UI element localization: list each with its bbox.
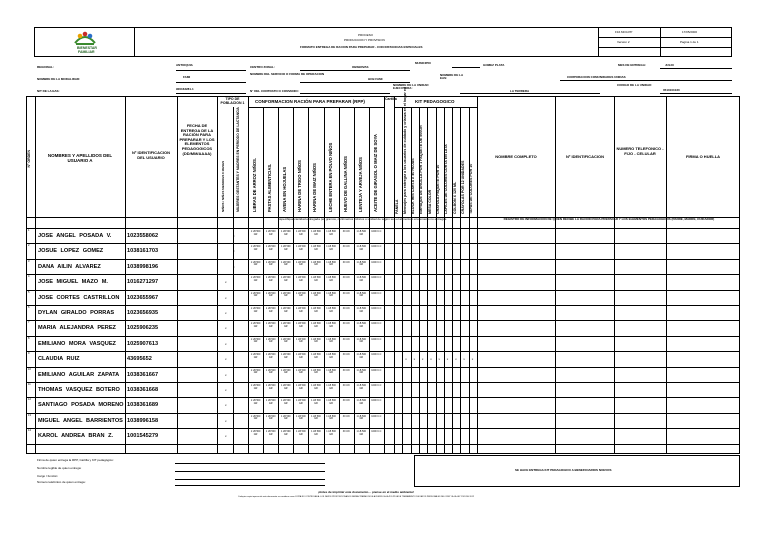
row-food-cell: 1 LB 500 GR bbox=[296, 399, 306, 405]
row-name: KAROL ANDREA BRAN Z. bbox=[38, 433, 114, 440]
row-number: 3 bbox=[28, 259, 30, 263]
row-food-cell: 1 LB 500 GR bbox=[356, 230, 367, 236]
row-number: 13 bbox=[28, 413, 31, 417]
mes-value: JULIO bbox=[665, 63, 674, 67]
col-nombres: NOMBRES Y APELLIDOS DEL USUARIO A bbox=[47, 153, 113, 163]
row-food-cell: 1 LB 500 GR bbox=[296, 353, 306, 359]
row-food-cell: 1 LB 500 GR bbox=[311, 307, 321, 313]
row-number: 2 bbox=[28, 244, 30, 248]
row-food-cell: 1 LB 500 GR bbox=[311, 245, 321, 251]
col-n-identificacion: Nº IDENTIFICACION bbox=[566, 154, 604, 159]
row-food-cell: 1 LB 500 GR bbox=[356, 337, 367, 344]
footer-center-sub: Cualquier copia impresa de este documento se considera como COPIA NO CONTROLADA. LOS DATOS PROPORCIONADOS SERÁN TRATADOS DE ACUERDO A LA POLÍTICA DE TRATAMIENTO DE DATOS PERSONALES DEL ICBF Y A LA LEY 1581 DE 2012 bbox=[238, 496, 474, 498]
col-kit-6: LAPICES DE COLORES CORTA EN LATA bbox=[444, 144, 449, 214]
row-food-cell: 1 LB 500 GR bbox=[356, 399, 367, 405]
row-population-mark: x bbox=[225, 418, 227, 423]
row-food-cell: 30 UN bbox=[342, 430, 350, 434]
row-number: 1 bbox=[28, 229, 30, 232]
version-label: Version 2 bbox=[617, 40, 630, 44]
table-row bbox=[0, 397, 768, 412]
nit-label: NIT DE LA EAS: bbox=[37, 89, 60, 93]
table-row bbox=[0, 305, 768, 320]
municipio-label: MUNICIPIO bbox=[415, 61, 431, 65]
row-food-cell: 1 LB 500 GR bbox=[250, 307, 261, 313]
row-food-cell: 1000 C.C bbox=[371, 230, 382, 233]
table-row bbox=[0, 336, 768, 351]
row-number: 10 bbox=[28, 367, 31, 371]
row-food-cell: 1 LB 500 GR bbox=[311, 384, 321, 390]
row-food-cell: 1 LB 500 GR bbox=[311, 399, 321, 405]
row-food-cell: 1000 C.C bbox=[371, 368, 382, 372]
row-food-cell: 1 LB 500 GR bbox=[356, 368, 367, 375]
row-food-cell: 30 UN bbox=[342, 322, 350, 326]
row-food-cell: 1000 C.C bbox=[371, 353, 382, 357]
row-food-cell: 1 LB 500 GR bbox=[311, 276, 321, 282]
row-food-cell: 1 LB 500 GR bbox=[250, 245, 261, 251]
row-food-cell: 1 LB 500 GR bbox=[326, 307, 336, 313]
row-name: DYLAN GIRALDO PORRAS bbox=[38, 310, 115, 316]
row-food-cell: 1 LB 500 GR bbox=[265, 307, 276, 313]
row-food-cell: 1 LB 500 GR bbox=[326, 337, 336, 344]
col-food-1: PASTAS ALIMENTICIAS. bbox=[267, 163, 273, 212]
row-food-cell: 1 LB 500 GR bbox=[326, 260, 336, 267]
code-label: F16.MO4.PP bbox=[615, 30, 633, 34]
unidad-value: LA TERRERA bbox=[510, 89, 530, 93]
codigo-label: CODIGO DE LA UNIDAD bbox=[617, 83, 652, 87]
row-food-cell: 1 LB 500 GR bbox=[280, 399, 291, 405]
col-nombre-completo: NOMBRE COMPLETO bbox=[495, 154, 537, 159]
row-name: MARIA ALEJANDRA PEREZ bbox=[38, 325, 116, 332]
row-food-cell: 1 LB 500 GR bbox=[280, 384, 291, 390]
row-food-cell: 1 LB 500 GR bbox=[265, 430, 276, 436]
row-food-cell: 1 LB 500 GR bbox=[265, 399, 276, 405]
row-name: DANA AILIN ALVAREZ bbox=[38, 263, 101, 270]
row-food-cell: 1 LB 500 GR bbox=[326, 368, 336, 375]
row-food-cell: 1 LB 500 GR bbox=[250, 414, 261, 421]
row-population-mark: x bbox=[225, 372, 227, 377]
row-id: 1023558062 bbox=[127, 233, 159, 239]
col-food-5: LECHE ENTERA EN POLVO NIÑOS bbox=[327, 142, 333, 212]
row-food-cell: 1 LB 500 GR bbox=[265, 337, 276, 344]
col-kit-9: TAPAS DE COLORES POR 10 bbox=[469, 163, 474, 214]
row-id: 1016271297 bbox=[127, 279, 159, 286]
col-kit-2: BLOCK IRIS CARTA X 40 HOJAS bbox=[411, 158, 416, 214]
eas-name-label: NOMBRE DE LA EAS: bbox=[440, 73, 464, 81]
row-food-cell: 1 LB 500 GR bbox=[280, 430, 291, 436]
row-food-cell: 1 LB 500 GR bbox=[250, 291, 261, 298]
format-title: FORMATO ENTREGA DE RACION PARA PREPARAR - CON INSTANCIAS ESPECIALES bbox=[300, 45, 423, 49]
col-food-8: ACEITE DE GIRASOL O MAIZ DE SOYA bbox=[372, 134, 378, 212]
row-food-cell: 1 LB 500 GR bbox=[250, 384, 261, 390]
row-food-cell: 1 LB 500 GR bbox=[250, 337, 261, 344]
row-id: 1038361667 bbox=[127, 371, 159, 378]
row-number: 14 bbox=[28, 429, 31, 433]
row-food-cell: 30 UN bbox=[342, 384, 350, 387]
row-food-cell: 1 LB 500 GR bbox=[280, 353, 291, 359]
col-kit-1: Mensajes para entregar a los usuarios de cuidado y crianza en el hogar en bbox=[402, 86, 407, 214]
row-id: 1038361668 bbox=[127, 387, 159, 393]
col-kit-3: EMPAQUE DE ARCILLA POR 1 PAQUETE DE 500GR bbox=[419, 125, 424, 214]
row-food-cell: 1 LB 500 GR bbox=[280, 276, 291, 282]
footer-line-1: Firma de quien entrega la RPP, Cartilla y KIT pedagógico: bbox=[37, 458, 114, 462]
row-food-cell: 1 LB 500 GR bbox=[250, 368, 261, 375]
row-food-cell: 1000 C.C bbox=[371, 291, 382, 295]
row-food-cell: 1 LB 500 GR bbox=[265, 276, 276, 282]
municipio-value: GOMEZ PLATA bbox=[483, 63, 505, 67]
row-food-cell: 1000 C.C bbox=[371, 399, 382, 403]
col-kit: KIT PEDAGOGICO bbox=[415, 99, 455, 104]
col-kit-4: MESA COLOR bbox=[427, 189, 432, 214]
row-food-cell: 1 LB 500 GR bbox=[326, 399, 336, 405]
table-row bbox=[0, 428, 768, 443]
row-food-cell: 1 LB 500 GR bbox=[265, 260, 276, 267]
row-population-mark: x bbox=[233, 249, 235, 254]
unidad-label: NOMBRE DE LA UNIDAD EJECUTORA: bbox=[393, 83, 429, 91]
row-food-cell: 1 LB 500 GR bbox=[311, 368, 321, 375]
row-id: 1038361689 bbox=[127, 402, 159, 409]
row-id: 1038161703 bbox=[127, 248, 159, 255]
row-number: 6 bbox=[28, 306, 30, 309]
row-name: EMILIANO MORA VASQUEZ bbox=[38, 340, 116, 347]
row-id: 1038998196 bbox=[127, 263, 159, 270]
row-food-cell: 1 LB 500 GR bbox=[356, 430, 367, 436]
row-name: JOSUE LOPEZ GOMEZ bbox=[38, 248, 104, 255]
footer-right-note: SE HACE ENTREGA KIT PEDAGOGICO A BENEFICIARIOS NUEVOS bbox=[515, 468, 612, 472]
row-food-cell: 1 LB 500 GR bbox=[356, 322, 367, 328]
row-population-mark: x bbox=[225, 280, 227, 285]
servicio-label: NOMBRE DEL SERVICIO O FORMA DE OPERACION bbox=[250, 72, 325, 76]
row-id: 1023655967 bbox=[127, 294, 159, 301]
row-food-cell: 1000 C.C bbox=[371, 260, 382, 264]
row-food-cell: 1 LB 500 GR bbox=[296, 322, 306, 328]
row-food-cell: 1 LB 500 GR bbox=[265, 368, 276, 375]
row-food-cell: 1 LB 500 GR bbox=[296, 276, 306, 282]
nit-value: 900163281-1 bbox=[176, 87, 194, 91]
row-food-cell: 1 LB 500 GR bbox=[265, 353, 276, 359]
row-food-cell: 1 LB 500 GR bbox=[250, 430, 261, 436]
table-row bbox=[0, 320, 768, 335]
col-firma: FIRMA O HUELLA bbox=[685, 154, 721, 159]
row-food-cell: 1 LB 500 GR bbox=[311, 260, 321, 267]
row-food-cell: 1 LB 500 GR bbox=[250, 260, 261, 267]
table-row bbox=[0, 228, 768, 243]
row-food-cell: 1 LB 500 GR bbox=[356, 353, 367, 359]
row-id: 1001545279 bbox=[127, 433, 159, 440]
row-population-mark: x bbox=[225, 295, 227, 300]
modalidad-label: NOMBRE DE LA MODALIDAD: bbox=[37, 77, 81, 81]
codigo-value: 0510101030 bbox=[663, 88, 680, 92]
row-id: 1025906235 bbox=[127, 325, 159, 332]
row-food-cell: 30 UN bbox=[342, 337, 350, 341]
row-food-cell: 1 LB 500 GR bbox=[280, 322, 291, 328]
row-kit-mark: x bbox=[405, 357, 407, 362]
row-food-cell: 1 LB 500 GR bbox=[280, 337, 291, 344]
row-food-cell: 1 LB 500 GR bbox=[326, 276, 336, 282]
row-food-cell: 1 LB 500 GR bbox=[356, 245, 367, 251]
row-food-cell: 1 LB 500 GR bbox=[311, 353, 321, 359]
centro-value: OBSERVAS bbox=[352, 65, 369, 69]
table-row bbox=[0, 274, 768, 289]
row-kit-mark: x bbox=[421, 357, 424, 362]
row-name: JOSE CORTES CASTRILLON bbox=[38, 294, 120, 301]
row-food-cell: 1 LB 500 GR bbox=[311, 291, 321, 298]
row-food-cell: 1 LB 500 GR bbox=[326, 230, 336, 236]
row-food-cell: 1 LB 500 GR bbox=[296, 260, 306, 267]
row-food-cell: 1000 C.C bbox=[371, 307, 382, 310]
col-cartilla: Cartilla bbox=[385, 97, 397, 101]
servicio-value: HCB FAMI bbox=[368, 77, 383, 81]
row-kit-mark: x bbox=[446, 357, 449, 362]
row-population-mark: x bbox=[225, 311, 227, 315]
centro-label: CENTRO ZONAL: bbox=[250, 65, 275, 69]
col-food-7: LENTEJA Y ARVEJA NIÑOS bbox=[357, 157, 363, 212]
row-food-cell: 1000 C.C bbox=[371, 430, 382, 434]
date-code: 17/05/2000 bbox=[682, 30, 698, 34]
row-number: 4 bbox=[28, 275, 30, 279]
row-food-cell: 1 LB 500 GR bbox=[250, 322, 261, 328]
row-food-cell: 1 LB 500 GR bbox=[311, 337, 321, 344]
mes-label: MES DE ENTREGA: bbox=[618, 63, 647, 67]
row-population-mark: x bbox=[225, 388, 227, 392]
col-kit-8: CRAYOLAS POR 12 UNIDADES bbox=[460, 160, 465, 214]
row-food-cell: 1 LB 500 GR bbox=[296, 307, 306, 313]
table-row bbox=[0, 382, 768, 397]
row-food-cell: 1 LB 500 GR bbox=[280, 291, 291, 298]
row-food-cell: 1 LB 500 GR bbox=[326, 353, 336, 359]
logo-text-2: FAMILIAR bbox=[78, 50, 95, 54]
row-food-cell: 1 LB 500 GR bbox=[250, 353, 261, 359]
logo-text-1: BIENESTAR bbox=[77, 46, 97, 50]
modalidad-value: FAMI bbox=[183, 75, 191, 79]
note-right: REGISTRO DE INFORMACION DE QUIEN RECIBE LA RACION PARA PREPARAR Y LOS ELEMENTOS PEDAGOGICOS (PADRE, MADRE, CUIDADOR) bbox=[503, 217, 715, 221]
row-food-cell: 1 LB 500 GR bbox=[265, 245, 276, 251]
row-number: 7 bbox=[28, 321, 30, 325]
row-id: 1023656935 bbox=[127, 310, 159, 316]
note-left: Especifique cantidad entregada (en gramos, centímetros cúbicos o unidad de según sea el alimento o el elemento no entregas. bbox=[277, 217, 448, 221]
row-food-cell: 1 LB 500 GR bbox=[326, 430, 336, 436]
row-food-cell: 1 LB 500 GR bbox=[280, 260, 291, 267]
row-number: 11 bbox=[28, 383, 31, 386]
contrato-label: N° DEL CONTRATO O CONVENIO: bbox=[250, 89, 299, 93]
col-identificacion: Nº IDENTIFICACION DEL USUARIO bbox=[132, 150, 170, 160]
row-food-cell: 1 LB 500 GR bbox=[265, 414, 276, 421]
row-food-cell: 1 LB 500 GR bbox=[265, 322, 276, 328]
row-kit-mark: x bbox=[438, 357, 440, 362]
row-food-cell: 1000 C.C bbox=[371, 322, 382, 326]
row-name: JOSE MIGUEL MAZO M. bbox=[38, 279, 108, 286]
col-kit-7: COLBON X 120 ML bbox=[452, 181, 457, 214]
row-food-cell: 1 LB 500 GR bbox=[311, 414, 321, 421]
table-row bbox=[0, 259, 768, 274]
row-food-cell: 1 LB 500 GR bbox=[280, 230, 291, 236]
row-food-cell: 1 LB 500 GR bbox=[280, 307, 291, 313]
regional-value: ANTIOQUIA bbox=[176, 63, 193, 67]
row-food-cell: 1 LB 500 GR bbox=[326, 322, 336, 328]
row-name: SANTIAGO POSADA MORENO bbox=[38, 402, 124, 409]
row-food-cell: 30 UN bbox=[342, 414, 350, 418]
row-food-cell: 1 LB 500 GR bbox=[356, 307, 367, 313]
row-population-mark: x bbox=[233, 234, 235, 238]
footer-line-4: Número telefónico de quien entrega: bbox=[37, 480, 86, 484]
row-food-cell: 1 LB 500 GR bbox=[326, 245, 336, 251]
col-telefono: NUMERO TELEFONICO - FIJO - CELULAR bbox=[616, 146, 664, 156]
row-food-cell: 1 LB 500 GR bbox=[326, 414, 336, 421]
icbf-logo bbox=[70, 29, 100, 55]
page-label: Pagina 1 de 1 bbox=[680, 40, 699, 44]
process-label: PROCESO bbox=[358, 33, 374, 37]
table-row bbox=[0, 351, 768, 366]
row-id: 43695652 bbox=[127, 356, 152, 363]
row-number: 8 bbox=[28, 336, 30, 340]
col-kit-5: CRAYOLA PAQUETE POR 10 bbox=[436, 164, 440, 214]
col-fecha: FECHA DE ENTREGA DE LA RACIÓN PARA PREPARAR Y LOS ELEMENTOS PEDAGOGICOS (DD/MM/AAAA) bbox=[179, 123, 215, 156]
row-population-mark: x bbox=[225, 357, 227, 362]
col-food-2: AVENA EN HOJUELAS bbox=[282, 166, 288, 212]
row-food-cell: 1 LB 500 GR bbox=[311, 230, 321, 236]
row-food-cell: 1 LB 500 GR bbox=[296, 230, 306, 236]
footer-line-2: Nombre legible de quien entrega: bbox=[37, 466, 82, 470]
row-number: 5 bbox=[28, 290, 30, 294]
row-food-cell: 1 LB 500 GR bbox=[356, 414, 367, 421]
col-n-orden: N° ORDEN bbox=[27, 150, 31, 168]
row-population-mark: x bbox=[225, 403, 227, 408]
row-food-cell: 1 LB 500 GR bbox=[280, 414, 291, 421]
row-food-cell: 30 UN bbox=[342, 260, 350, 264]
col-ninos: NIÑOS / NIÑAS MENORES 6 MESES bbox=[221, 160, 225, 212]
row-food-cell: 30 UN bbox=[342, 399, 350, 403]
row-food-cell: 1 LB 500 GR bbox=[250, 399, 261, 405]
row-food-cell: 1 LB 500 GR bbox=[296, 291, 306, 298]
eas-name-value: CORPORACION COMUNIDADES UNIDAS bbox=[567, 75, 626, 79]
row-food-cell: 30 UN bbox=[342, 353, 350, 357]
row-food-cell: 1 LB 500 GR bbox=[296, 337, 306, 344]
row-food-cell: 1 LB 500 GR bbox=[265, 291, 276, 298]
col-food-4: HARINA DE MAIZ NIÑOS bbox=[312, 163, 318, 212]
row-population-mark: x bbox=[225, 434, 227, 439]
row-population-mark: x bbox=[233, 264, 235, 269]
row-food-cell: 1 LB 500 GR bbox=[296, 384, 306, 390]
process-name: PRODUCCION Y PROVISION bbox=[344, 38, 385, 42]
col-food-6: HUEVO DE GALLINA NIÑOS bbox=[342, 156, 348, 212]
row-food-cell: 30 UN bbox=[342, 307, 350, 310]
row-food-cell: 1 LB 500 GR bbox=[311, 322, 321, 328]
row-population-mark: x bbox=[225, 341, 227, 346]
row-food-cell: 1 LB 500 GR bbox=[280, 368, 291, 375]
row-food-cell: 1000 C.C bbox=[371, 384, 382, 387]
row-food-cell: 1000 C.C bbox=[371, 245, 382, 249]
row-food-cell: 1 LB 500 GR bbox=[296, 430, 306, 436]
row-food-cell: 1 LB 500 GR bbox=[296, 245, 306, 251]
row-food-cell: 1000 C.C bbox=[371, 414, 382, 418]
row-name: CLAUDIA RUIZ bbox=[38, 356, 80, 363]
row-food-cell: 1000 C.C bbox=[371, 276, 382, 280]
row-id: 1025907613 bbox=[127, 340, 159, 347]
row-food-cell: 1 LB 500 GR bbox=[311, 430, 321, 436]
row-food-cell: 1 LB 500 GR bbox=[250, 230, 261, 236]
row-food-cell: 1 LB 500 GR bbox=[250, 276, 261, 282]
row-name: MIGUEL ANGEL BARRIENTOS bbox=[38, 417, 123, 424]
row-food-cell: 1 LB 500 GR bbox=[356, 260, 367, 267]
row-food-cell: 1 LB 500 GR bbox=[326, 291, 336, 298]
row-name: JOSE ANGEL POSADA V. bbox=[38, 233, 112, 239]
row-kit-mark: x bbox=[463, 357, 465, 362]
row-food-cell: 1 LB 500 GR bbox=[356, 291, 367, 298]
family-logo-icon bbox=[70, 29, 100, 47]
row-number: 12 bbox=[28, 398, 31, 402]
row-food-cell: 1000 C.C bbox=[371, 337, 382, 341]
regional-label: REGIONAL: bbox=[37, 65, 54, 69]
row-food-cell: 1 LB 500 GR bbox=[356, 276, 367, 282]
row-food-cell: 1 LB 500 GR bbox=[356, 384, 367, 390]
row-food-cell: 30 UN bbox=[342, 276, 350, 280]
row-kit-mark: x bbox=[455, 357, 457, 362]
row-food-cell: 30 UN bbox=[342, 368, 350, 372]
table-row bbox=[0, 290, 768, 305]
col-madres: MUJERES GESTANTES Y MADRES EN PERIODO DE LACTANCIA bbox=[236, 107, 240, 212]
row-population-mark: x bbox=[225, 326, 227, 331]
col-food-3: HARINA DE TRIGO NIÑOS bbox=[297, 160, 303, 212]
row-number: 9 bbox=[28, 352, 30, 356]
row-food-cell: 30 UN bbox=[342, 230, 350, 233]
row-food-cell: 1 LB 500 GR bbox=[265, 230, 276, 236]
col-food-0: LIBRAS DE ARROZ NIÑOS. bbox=[252, 157, 257, 212]
row-food-cell: 30 UN bbox=[342, 245, 350, 249]
row-food-cell: 30 UN bbox=[342, 291, 350, 295]
table-row bbox=[0, 367, 768, 382]
row-name: THOMAS VASQUEZ BOTERO bbox=[38, 387, 120, 393]
row-food-cell: 1 LB 500 GR bbox=[296, 368, 306, 375]
col-conformacion: CONFORMACION RACIÓN PARA PREPARAR (RPP) bbox=[255, 99, 365, 104]
row-food-cell: 1 LB 500 GR bbox=[296, 414, 306, 421]
row-food-cell: 1 LB 500 GR bbox=[280, 245, 291, 251]
row-food-cell: 1 LB 500 GR bbox=[265, 384, 276, 390]
row-id: 1038996158 bbox=[127, 417, 159, 424]
table-row bbox=[0, 243, 768, 258]
col-kit-0: PANELA bbox=[394, 199, 399, 214]
row-kit-mark: x bbox=[471, 357, 474, 362]
footer-center-note: ¡Antes de imprimir este documento… piense en el medio ambiente! bbox=[318, 490, 415, 494]
col-tipo-poblacion: TIPO DE POBLACION 1 bbox=[220, 97, 245, 105]
row-food-cell: 1 LB 500 GR bbox=[326, 384, 336, 390]
row-kit-mark: x bbox=[430, 357, 432, 362]
row-name: EMILIANO AGUILAR ZAPATA bbox=[38, 371, 120, 378]
row-kit-mark: x bbox=[413, 357, 416, 362]
table-row bbox=[0, 413, 768, 428]
footer-line-3: Cargo / función: bbox=[37, 474, 59, 478]
